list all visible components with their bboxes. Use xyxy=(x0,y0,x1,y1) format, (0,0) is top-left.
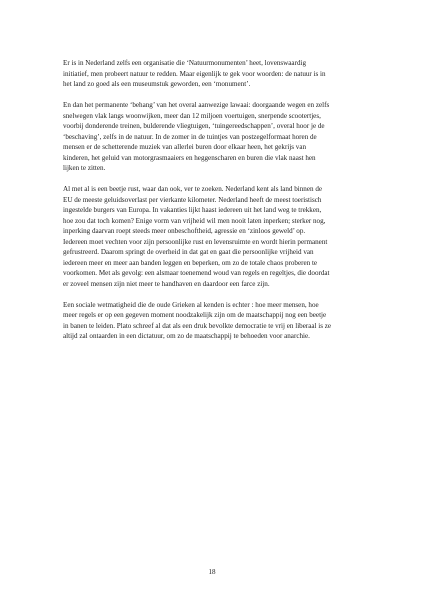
paragraph-rust xyxy=(63,184,371,289)
text-line: inperking daarvan roept steeds meer onbeschoftheid, agressie en ‘zinloos geweld’ op. xyxy=(63,227,306,235)
text-line: initiatief, men probeert natuur te redden. Maar eigenlijk te gek voor woorden: de natuur is in xyxy=(63,69,326,78)
text-line: ingestelde burgers van Europa. In vakanties lijkt haast iedereen uit het land weg te trekken, xyxy=(63,206,322,214)
text-line: snelwegen vlak langs woonwijken, meer dan 12 miljoen voertuigen, snerpende scootertjes, xyxy=(63,111,321,120)
text-line: gefrustreerd. Daarom springt de overheid in dat gat en gaat die persoonlijke vrijheid van xyxy=(63,248,314,256)
text-line: mensen er de schetterende muziek van allerlei buren door elkaar heen, het gekrijs van xyxy=(63,143,307,151)
text-line: kinderen, het geluid van motorgrasmaaiers en heggenscharen en buren die vlak naast hen xyxy=(63,153,316,162)
text-line: het land zo goed als een museumstuk geworden, een ‘monument’. xyxy=(63,80,251,88)
text-line: lijken te zitten. xyxy=(63,164,106,172)
text-line: En dan het permanente ‘behang’ van het overal aanwezige lawaai: doorgaande wegen en zelfs xyxy=(63,101,330,109)
paragraph-grieken xyxy=(63,300,371,342)
text-line: ‘beschaving’, zelfs in de natuur. In de zomer in de tuintjes van postzegelformaat horen de xyxy=(63,132,317,141)
text-line: Er is in Nederland zelfs een organisatie die ‘Natuurmonumenten’ heet, lovenswaardig xyxy=(63,59,307,67)
text-line: altijd zal ontaarden in een dictatuur, om zo de maatschappij te behoeden voor anarchie. xyxy=(63,332,310,340)
page-body-text xyxy=(63,58,371,352)
paragraph-natuurmonumenten xyxy=(63,58,371,90)
text-line: meer regels er op een gegeven moment noodzakelijk zijn om de maatschappij nog een beetje xyxy=(63,311,327,319)
paragraph-lawaai xyxy=(63,100,371,174)
text-line: Iedereen moet vechten voor zijn persoonlijke rust en levensruimte en wordt hierin permanent xyxy=(63,237,328,246)
text-line: voorbij donderende treinen, bulderende vliegtuigen, ‘tuingereedschappen’, overal hoor je de xyxy=(63,122,325,130)
text-line: Al met al is een beetje rust, waar dan ook, ver te zoeken. Nederland kent als land binnen de xyxy=(63,185,323,193)
text-line: voorkomen. Met als gevolg: een alsmaar toenemend woud van regels en regeltjes, die doordat xyxy=(63,269,330,277)
text-line: in banen te leiden. Plato schreef al dat als een druk bevolkte democratie te vrij en liberaal is ze xyxy=(63,321,332,330)
text-line: er zoveel mensen zijn niet meer te handhaven en daardoor een farce zijn. xyxy=(63,279,270,288)
text-line: hoe zou dat toch komen? Enige vorm van vrijheid wil men nooit laten inperken; sterker nog, xyxy=(63,216,326,225)
page-number: 18 xyxy=(208,568,216,576)
text-line: iedereen meer en meer aan banden leggen en beperken, om zo de totale chaos proberen te xyxy=(63,258,318,267)
text-line: Een sociale wetmatigheid die de oude Grieken al kenden is echter : hoe meer mensen, hoe xyxy=(63,300,319,309)
text-line: EU de meeste geluidsoverlast per vierkante kilometer. Nederland heeft de meest toeristisch xyxy=(63,195,322,204)
